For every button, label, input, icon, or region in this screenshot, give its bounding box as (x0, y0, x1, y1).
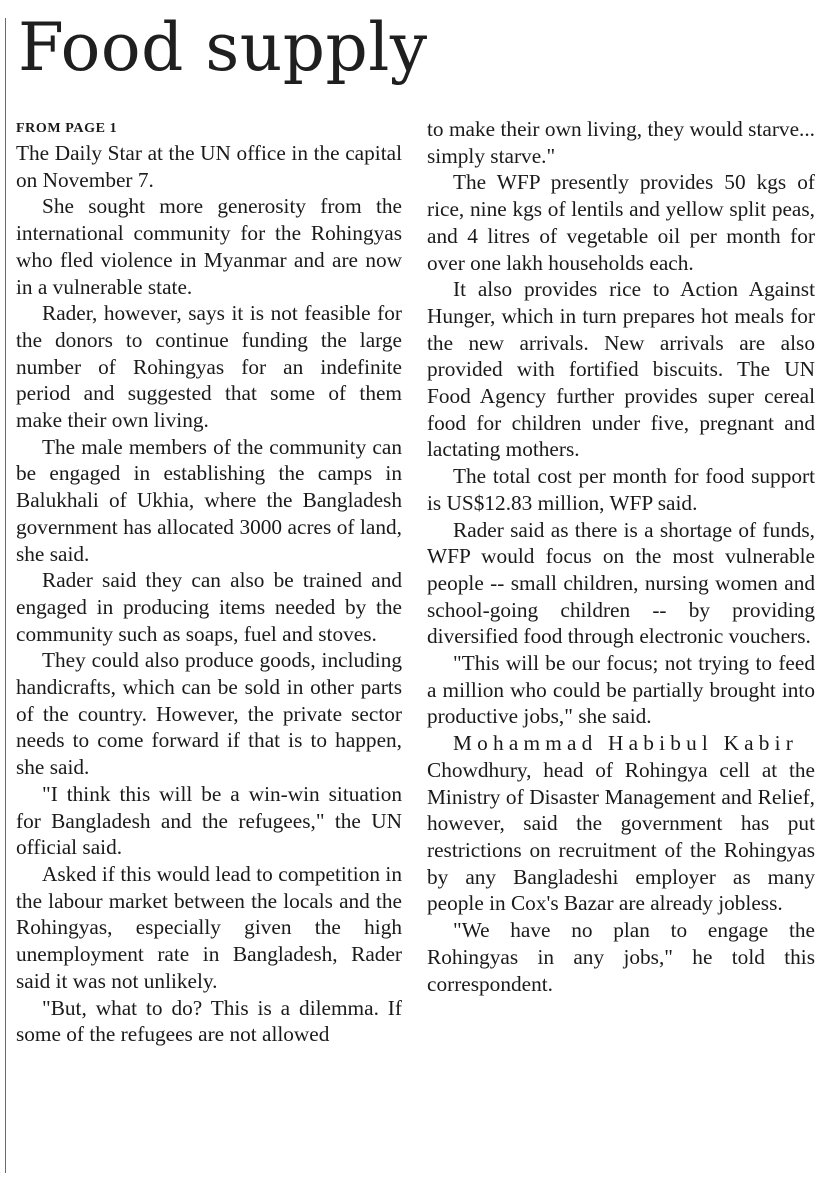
paragraph: The male members of the community can be engaged in establishing the camps in Balukhali of Ukhia, where the Bangladesh government has allocated 3000 acres of land, she said. (16, 434, 402, 566)
paragraph: "This will be our focus; not trying to feed a million who could be partially brought into productive jobs," she said. (427, 651, 815, 729)
paragraph: Rader, however, says it is not feasible for the donors to continue funding the large number of Rohingyas for an indefinite period and suggested that some of them make their own living. (16, 301, 402, 433)
paragraph: It also provides rice to Action Against Hunger, which in turn prepares hot meals for the new arrivals. New arrivals are also provided with fortified biscuits. The UN Food Agency further provides super cereal food for children under five, pregnant and lactating mothers. (427, 277, 815, 462)
paragraph: "We have no plan to engage the Rohingyas in any jobs," he told this correspondent. (427, 918, 815, 996)
paragraph: Asked if this would lead to competition in the labour market between the locals and the Rohingyas, especially given the high unemployment rate in Bangladesh, Rader said it was not unlikely. (16, 861, 402, 993)
paragraph: "But, what to do? This is a dilemma. If some of the refugees are not allowed (16, 995, 402, 1047)
paragraph: The WFP presently provides 50 kgs of rice, nine kgs of lentils and yellow split peas, and 4 litres of vegetable oil per month for over one lakh households each. (427, 170, 815, 275)
paragraph: The total cost per month for food support is US$12.83 million, WFP said. (427, 464, 815, 515)
paragraph: They could also produce goods, including handicrafts, which can be sold in other parts of the country. However, the private sector needs to come forward if that is to happen, she said. (16, 648, 402, 780)
paragraph: The Daily Star at the UN office in the capital on November 7. (16, 141, 402, 192)
left-column (16, 116, 402, 1171)
paragraph: She sought more generosity from the international community for the Rohingyas who fled violence in Myanmar and are now in a vulnerable state. (16, 194, 402, 299)
right-column (427, 116, 815, 1171)
paragraph: Mohammad Habibul Kabir (453, 731, 799, 756)
paragraph: Rader said as there is a shortage of funds, WFP would focus on the most vulnerable people -- small children, nursing women and school-going children -- by providing diversified food through electronic vouchers. (427, 517, 815, 649)
paragraph: Rader said they can also be trained and engaged in producing items needed by the community such as soaps, fuel and stoves. (16, 568, 402, 646)
paragraph: "I think this will be a win-win situation for Bangladesh and the refugees," the UN official said. (16, 781, 402, 860)
paragraph: Chowdhury, head of Rohingya cell at the Ministry of Disaster Management and Relief, however, said the government has put restrictions on recruitment of the Rohingyas by any Bangladeshi employer as many people in Cox's Bazar are already jobless. (427, 757, 815, 916)
paragraph: to make their own living, they would starve... simply starve." (427, 117, 815, 168)
continued-from-label: FROM PAGE 1 (16, 121, 118, 136)
headline: Food supply (18, 9, 428, 86)
column-rule-left (5, 18, 6, 1173)
